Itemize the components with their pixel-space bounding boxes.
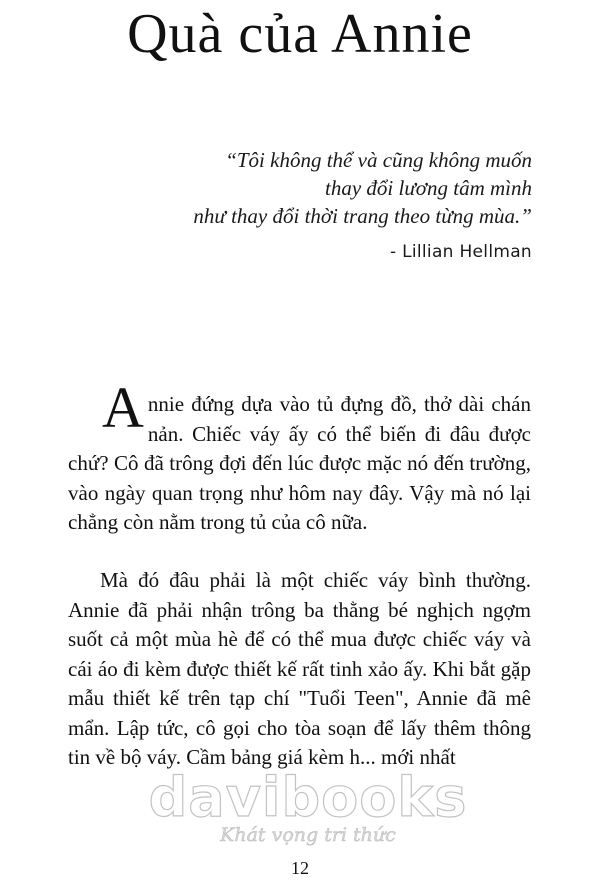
drop-cap: A (102, 375, 144, 440)
epigraph-attribution: - Lillian Hellman (389, 242, 532, 262)
epigraph-line: “Tôi không thể và cũng không muốn (225, 148, 532, 172)
chapter-title: Quà của Annie (127, 3, 473, 65)
epigraph-line: thay đổi lương tâm mình (325, 176, 532, 200)
epigraph-quote (193, 146, 532, 230)
page-number: 12 (291, 858, 309, 878)
body-paragraph (68, 566, 531, 773)
body-paragraph (68, 375, 531, 538)
watermark (128, 768, 488, 846)
paragraph-text: Mà đó đâu phải là một chiếc váy bình thường. Annie đã phải nhận trông ba thằng bé nghịch ngợm suốt cả một mùa hè để có thể mua được chiếc váy và cái áo đi kèm được thiết kế rất tinh xảo ấy. Khi bắt gặp mẫu thiết kế trên tạp chí "Tuổi Teen", Annie đã mê mẩn. Lập tức, cô gọi cho tòa soạn để lấy thêm thông tin về bộ váy. Cầm bảng giá kèm h... mới nhất (68, 568, 531, 769)
watermark-tagline: Khát vọng tri thức (220, 824, 396, 846)
paragraph-text: nnie đứng dựa vào tủ đựng đồ, thở dài chán nản. Chiếc váy ấy có thể biến đi đâu được chứ? Cô đã trông đợi đến lúc được mặc nó đến trường, vào ngày quan trọng như hôm nay đây. Vậy mà nó lại chẳng còn nằm trong tủ của cô nữa. (68, 392, 531, 534)
epigraph-line: như thay đổi thời trang theo từng mùa.” (193, 204, 532, 228)
watermark-logo-text: davibooks (148, 766, 468, 829)
